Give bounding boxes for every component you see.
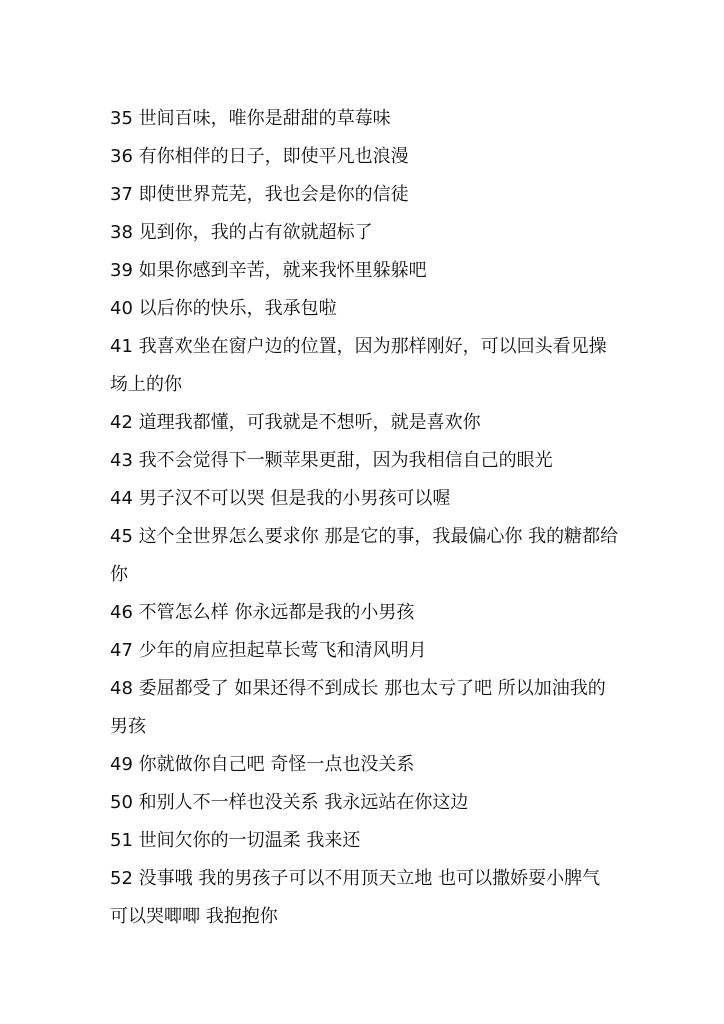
text-line-42: 42 道理我都懂，可我就是不想听，就是喜欢你 (110, 412, 481, 433)
text-line-35: 35 世间百味，唯你是甜甜的草莓味 (110, 108, 391, 129)
text-line-38: 38 见到你，我的占有欲就超标了 (110, 222, 373, 243)
text-line-43: 43 我不会觉得下一颗苹果更甜，因为我相信自己的眼光 (110, 450, 553, 471)
text-block (110, 100, 622, 936)
text-line-36: 36 有你相伴的日子，即使平凡也浪漫 (110, 146, 409, 167)
text-line-40: 40 以后你的快乐，我承包啦 (110, 298, 337, 319)
text-line-51: 51 世间欠你的一切温柔 我来还 (110, 830, 361, 851)
text-line-39: 39 如果你感到辛苦，就来我怀里躲躲吧 (110, 260, 427, 281)
text-line-44: 44 男子汉不可以哭 但是我的小男孩可以喔 (110, 488, 451, 509)
text-line-45: 45 这个全世界怎么要求你 那是它的事，我最偏心你 我的糖都给你 (110, 526, 619, 585)
text-line-48: 48 委屈都受了 如果还得不到成长 那也太亏了吧 所以加油我的男孩 (110, 678, 606, 737)
text-line-46: 46 不管怎么样 你永远都是我的小男孩 (110, 602, 415, 623)
text-line-50: 50 和别人不一样也没关系 我永远站在你这边 (110, 792, 469, 813)
text-line-47: 47 少年的肩应担起草长莺飞和清风明月 (110, 640, 427, 661)
text-line-52: 52 没事哦 我的男孩子可以不用顶天立地 也可以撒娇耍小脾气 可以哭唧唧 我抱抱你 (110, 868, 606, 927)
text-line-37: 37 即使世界荒芜，我也会是你的信徒 (110, 184, 409, 205)
text-line-41: 41 我喜欢坐在窗户边的位置，因为那样刚好，可以回头看见操场上的你 (110, 336, 607, 395)
text-line-49: 49 你就做你自己吧 奇怪一点也没关系 (110, 754, 415, 775)
